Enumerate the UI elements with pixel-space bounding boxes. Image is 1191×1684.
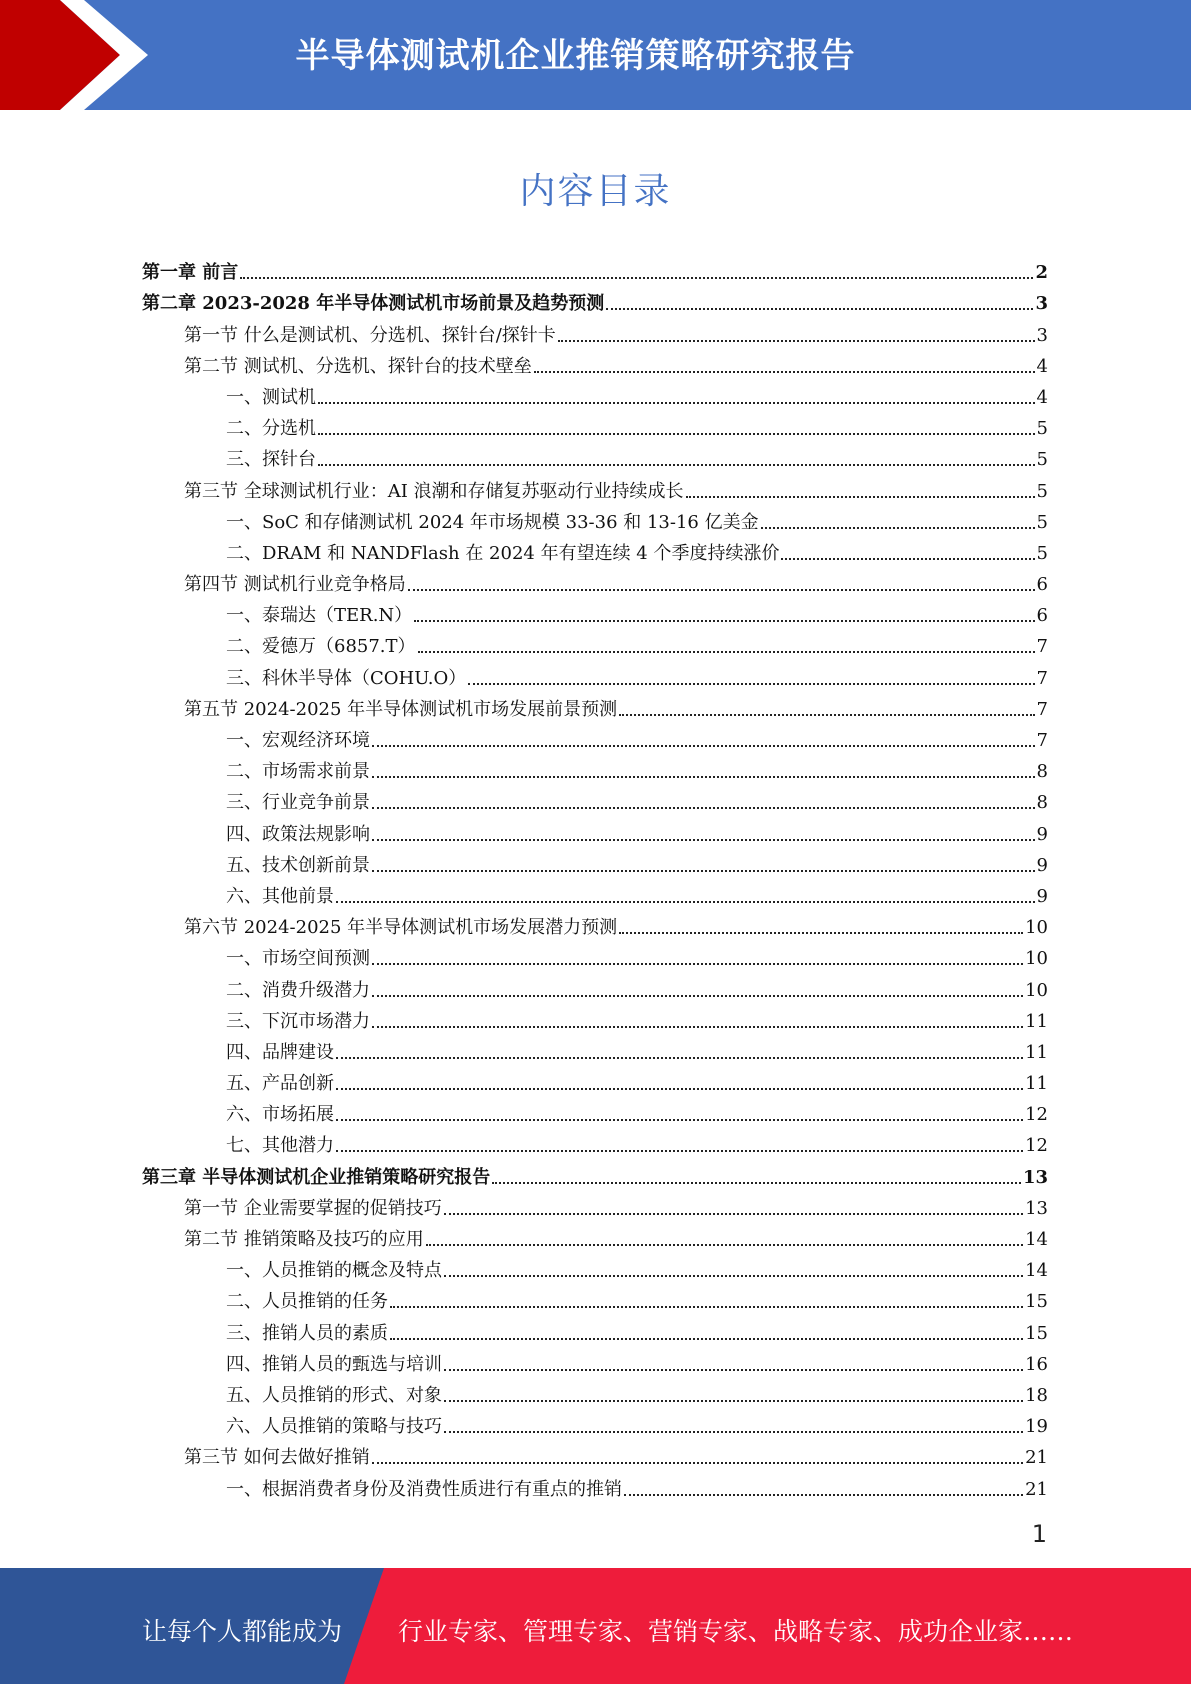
toc-entry-text: 一、宏观经济环境 [226,730,370,751]
toc-dot-leader [444,1431,1023,1433]
toc-dot-leader [372,870,1035,872]
toc-entry[interactable] [142,877,1048,908]
toc-dot-leader [444,1369,1023,1371]
toc-dot-leader [336,1088,1023,1090]
toc-entry-text: 六、其他前景 [226,885,334,907]
toc-entry[interactable] [142,1313,1048,1344]
toc-dot-leader [318,402,1035,404]
toc-dot-leader [390,1338,1023,1340]
toc-entry-page: 10 [1025,979,1048,1001]
toc-dot-leader [606,308,1033,310]
toc-entry-page: 7 [1036,667,1048,689]
toc-entry[interactable] [142,1220,1048,1251]
toc-entry-text: 第一节 企业需要掌握的促销技巧 [184,1197,442,1219]
toc-entry-text: 第二节 测试机、分选机、探针台的技术壁垒 [184,355,532,377]
toc-entry-page: 10 [1025,948,1048,970]
toc-entry[interactable] [142,1126,1048,1157]
toc-dot-leader [781,558,1034,560]
page-header [0,0,1191,110]
toc-dot-leader [686,496,1035,498]
toc-dot-leader [372,807,1035,809]
toc-entry-page: 12 [1025,1104,1048,1126]
page-footer [0,1568,1191,1684]
toc-entry[interactable] [142,970,1048,1001]
toc-entry[interactable] [142,1033,1048,1064]
toc-entry-text: 四、推销人员的甄选与培训 [226,1353,442,1375]
toc-entry[interactable] [142,503,1048,534]
toc-entry-page: 7 [1036,698,1048,720]
toc-entry[interactable] [142,939,1048,970]
toc-dot-leader [336,1119,1023,1121]
toc-dot-leader [534,371,1035,373]
toc-entry-page: 21 [1025,1478,1048,1500]
toc-entry-text: 一、泰瑞达（TER.N） [226,605,413,627]
toc-entry-text: 第二节 推销策略及技巧的应用 [184,1229,424,1250]
toc-entry-text: 第二章 2023-2028 年半导体测试机市场前景及趋势预测 [142,293,605,315]
toc-entry[interactable] [142,1095,1048,1126]
toc-dot-leader [318,433,1035,435]
toc-entry[interactable] [142,378,1048,409]
toc-entry-text: 三、推销人员的素质 [226,1322,388,1344]
header-title: 半导体测试机企业推销策略研究报告 [295,36,856,76]
table-of-contents [142,253,1048,1501]
toc-entry[interactable] [142,315,1048,346]
toc-entry[interactable] [142,1376,1048,1407]
toc-entry-text: 二、DRAM 和 NANDFlash 在 2024 年有望连续 4 个季度持续涨价 [226,542,780,564]
toc-entry[interactable] [142,908,1048,939]
page-number: 1 [1031,1520,1047,1548]
toc-dot-leader [408,589,1035,591]
toc-entry-page: 9 [1036,854,1048,876]
toc-entry-page: 2 [1035,262,1048,284]
toc-entry-text: 四、品牌建设 [226,1041,334,1063]
toc-entry-page: 5 [1036,449,1048,471]
toc-entry-page: 16 [1025,1353,1048,1375]
toc-dot-leader [624,1494,1023,1496]
toc-entry-text: 二、爱德万（6857.T） [226,636,416,658]
toc-dot-leader [418,651,1035,653]
toc-entry[interactable] [142,783,1048,814]
toc-entry[interactable] [142,1407,1048,1438]
toc-entry[interactable] [142,565,1048,596]
footer-slogan-right: 行业专家、管理专家、营销专家、战略专家、成功企业家…… [398,1617,1074,1646]
toc-entry-page: 13 [1022,1166,1048,1188]
toc-entry[interactable] [142,284,1048,315]
toc-entry-page: 6 [1036,574,1048,596]
toc-entry-text: 第六节 2024-2025 年半导体测试机市场发展潜力预测 [184,917,618,939]
toc-entry-page: 11 [1025,1010,1048,1032]
toc-entry-text: 第三章 半导体测试机企业推销策略研究报告 [142,1166,491,1188]
toc-entry-text: 六、人员推销的策略与技巧 [226,1416,442,1438]
toc-entry-page: 19 [1025,1416,1048,1438]
toc-entry[interactable] [142,440,1048,471]
toc-entry-page: 4 [1036,386,1048,408]
toc-entry-text: 二、市场需求前景 [226,761,370,783]
toc-dot-leader [468,683,1034,685]
toc-entry-page: 3 [1035,293,1048,315]
toc-entry-page: 18 [1025,1384,1048,1406]
toc-entry[interactable] [142,534,1048,565]
toc-dot-leader [390,1306,1023,1308]
toc-entry-text: 五、技术创新前景 [226,854,370,876]
toc-entry-page: 11 [1025,1041,1048,1063]
toc-entry-page: 10 [1025,917,1048,939]
toc-entry-text: 三、行业竞争前景 [226,792,370,814]
toc-entry-page: 5 [1036,480,1048,502]
toc-entry[interactable] [142,658,1048,689]
toc-title: 内容目录 [519,171,672,212]
toc-entry-page: 9 [1036,885,1048,907]
toc-entry-page: 14 [1025,1229,1048,1250]
toc-entry-text: 第一节 什么是测试机、分选机、探针台/探针卡 [184,324,556,346]
toc-entry-page: 4 [1036,355,1048,377]
toc-dot-leader [372,1026,1023,1028]
toc-entry-text: 五、人员推销的形式、对象 [226,1384,442,1406]
toc-dot-leader [372,839,1035,841]
toc-entry[interactable] [142,409,1048,440]
toc-entry-text: 二、人员推销的任务 [226,1291,388,1313]
toc-dot-leader [372,776,1035,778]
toc-dot-leader [372,995,1023,997]
toc-entry-page: 21 [1025,1447,1048,1469]
toc-entry[interactable] [142,253,1048,284]
toc-entry[interactable] [142,752,1048,783]
toc-entry-page: 7 [1036,636,1048,658]
toc-entry-page: 15 [1025,1291,1048,1313]
toc-dot-leader [619,714,1034,716]
toc-entry[interactable] [142,1469,1048,1500]
toc-entry-page: 8 [1036,761,1048,783]
toc-entry[interactable] [142,846,1048,877]
toc-entry-page: 11 [1025,1073,1048,1095]
toc-entry-page: 14 [1025,1260,1048,1282]
toc-dot-leader [414,620,1034,622]
toc-entry-page: 8 [1036,792,1048,814]
toc-entry-page: 5 [1036,511,1048,533]
toc-entry[interactable] [142,721,1048,752]
toc-entry-text: 四、政策法规影响 [226,823,370,845]
toc-entry[interactable] [142,1189,1048,1220]
toc-dot-leader [240,277,1033,279]
toc-entry[interactable] [142,1438,1048,1469]
toc-dot-leader [492,1182,1021,1184]
toc-entry[interactable] [142,1002,1048,1033]
toc-entry[interactable] [142,1345,1048,1376]
toc-entry-text: 第三节 如何去做好推销 [184,1447,370,1469]
toc-dot-leader [372,745,1035,747]
toc-entry-page: 9 [1036,823,1048,845]
toc-entry-page: 15 [1025,1322,1048,1344]
toc-entry-text: 第四节 测试机行业竞争格局 [184,574,406,596]
toc-entry-page: 5 [1036,418,1048,440]
toc-entry-text: 二、分选机 [226,418,316,440]
toc-entry-text: 一、人员推销的概念及特点 [226,1260,442,1282]
toc-entry-text: 一、测试机 [226,386,316,408]
toc-entry-page: 7 [1036,730,1048,751]
toc-dot-leader [444,1275,1023,1277]
toc-entry[interactable] [142,1157,1048,1188]
toc-entry-page: 6 [1036,605,1048,627]
toc-entry-text: 三、科休半导体（COHU.O） [226,667,467,689]
toc-dot-leader [444,1213,1023,1215]
toc-dot-leader [372,1462,1023,1464]
toc-dot-leader [336,1057,1023,1059]
toc-entry-text: 六、市场拓展 [226,1104,334,1126]
toc-entry[interactable] [142,627,1048,658]
toc-entry[interactable] [142,471,1048,502]
toc-entry-text: 一、SoC 和存储测试机 2024 年市场规模 33-36 和 13-16 亿美金 [226,511,759,533]
toc-dot-leader [444,1400,1023,1402]
toc-dot-leader [336,901,1035,903]
toc-entry[interactable] [142,814,1048,845]
toc-entry-text: 第一章 前言 [142,262,239,284]
toc-entry[interactable] [142,347,1048,378]
toc-entry[interactable] [142,596,1048,627]
toc-entry-text: 五、产品创新 [226,1073,334,1095]
toc-dot-leader [372,963,1023,965]
toc-entry[interactable] [142,1064,1048,1095]
toc-entry-page: 12 [1025,1135,1048,1157]
toc-dot-leader [619,932,1023,934]
toc-entry-page: 3 [1036,324,1048,346]
toc-entry[interactable] [142,1282,1048,1313]
toc-entry-text: 七、其他潜力 [226,1135,334,1157]
toc-dot-leader [558,340,1035,342]
toc-entry[interactable] [142,690,1048,721]
toc-entry-text: 三、探针台 [226,449,316,471]
toc-entry-text: 三、下沉市场潜力 [226,1010,370,1032]
toc-entry-page: 5 [1036,542,1048,564]
toc-entry-text: 二、消费升级潜力 [226,979,370,1001]
toc-entry-text: 一、根据消费者身份及消费性质进行有重点的推销 [226,1478,622,1500]
toc-entry-page: 13 [1025,1197,1048,1219]
toc-entry-text: 第五节 2024-2025 年半导体测试机市场发展前景预测 [184,698,618,720]
toc-dot-leader [761,527,1035,529]
toc-dot-leader [336,1150,1023,1152]
footer-slogan-left: 让每个人都能成为 [142,1617,343,1646]
toc-dot-leader [426,1244,1023,1246]
toc-entry-text: 一、市场空间预测 [226,948,370,970]
toc-entry-text: 第三节 全球测试机行业：AI 浪潮和存储复苏驱动行业持续成长 [184,480,684,502]
toc-dot-leader [318,464,1035,466]
toc-entry[interactable] [142,1251,1048,1282]
